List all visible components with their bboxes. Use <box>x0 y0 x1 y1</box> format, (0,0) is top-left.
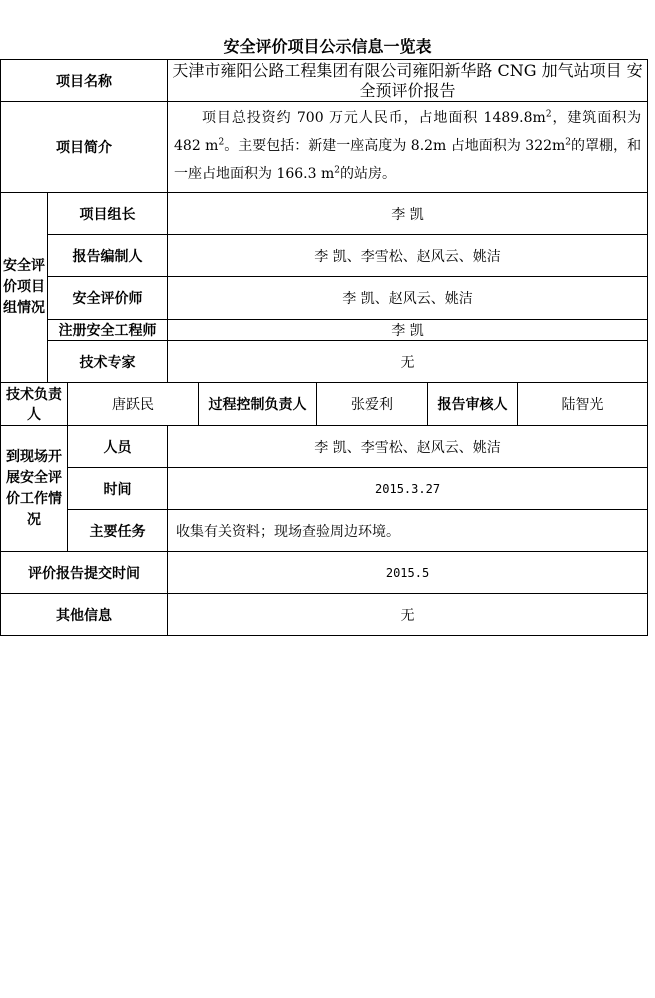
site-time-label: 时间 <box>68 468 168 510</box>
process-control-value: 张爱利 <box>317 383 428 426</box>
tech-lead-value: 唐跃民 <box>68 383 199 426</box>
project-name-label: 项目名称 <box>1 60 168 102</box>
team-label-4: 技术专家 <box>48 341 168 383</box>
row-site-personnel <box>1 426 648 468</box>
site-personnel-label: 人员 <box>68 426 168 468</box>
site-task-label: 主要任务 <box>68 510 168 552</box>
row-project-name <box>1 60 648 102</box>
site-personnel-value: 李 凯、李雪松、赵风云、姚洁 <box>168 426 648 468</box>
site-visit-group-label: 到现场开展安全评价工作情况 <box>1 426 68 552</box>
team-value-0: 李 凯 <box>168 193 648 235</box>
row-tech-expert <box>1 341 648 383</box>
other-info-value: 无 <box>168 594 648 636</box>
project-intro-label: 项目简介 <box>1 102 168 193</box>
site-time-value: 2015.3.27 <box>168 468 648 510</box>
row-report-author <box>1 235 648 277</box>
page-title: 安全评价项目公示信息一览表 <box>223 37 432 56</box>
team-label-2: 安全评价师 <box>48 277 168 320</box>
project-intro-value: 项目总投资约 700 万元人民币，占地面积 $1489.8m^2$，建筑面积为 482 $m^2$。主要包括：新建一座高度为 8.2m 占地面积为 $322m^2$的罩棚，和一座占地面积为 166.3 $m^2$的站房。 <box>168 102 648 193</box>
reviewer-label: 报告审核人 <box>428 383 518 426</box>
row-assessor <box>1 277 648 320</box>
row-site-task <box>1 510 648 552</box>
reviewer-value: 陆智光 <box>518 383 648 426</box>
team-value-4: 无 <box>168 341 648 383</box>
submit-time-value: 2015.5 <box>168 552 648 594</box>
process-control-label: 过程控制负责人 <box>199 383 317 426</box>
row-registered-engineer <box>1 320 648 341</box>
other-info-label: 其他信息 <box>1 594 168 636</box>
team-value-1: 李 凯、李雪松、赵风云、姚洁 <box>168 235 648 277</box>
row-project-intro <box>1 102 648 193</box>
project-name-value: 天津市雍阳公路工程集团有限公司雍阳新华路 CNG 加气站项目 安全预评价报告 <box>168 60 648 102</box>
team-group-label: 安全评价项目组情况 <box>1 193 48 383</box>
row-team-leader <box>1 193 648 235</box>
team-label-3: 注册安全工程师 <box>48 320 168 341</box>
team-label-0: 项目组长 <box>48 193 168 235</box>
row-responsibles <box>1 383 648 426</box>
site-task-value: 收集有关资料；现场查验周边环境。 <box>168 510 648 552</box>
team-value-3: 李 凯 <box>168 320 648 341</box>
row-site-time <box>1 468 648 510</box>
team-label-1: 报告编制人 <box>48 235 168 277</box>
tech-lead-label: 技术负责人 <box>1 383 68 426</box>
info-table <box>0 59 648 636</box>
row-other-info <box>1 594 648 636</box>
team-value-2: 李 凯、赵风云、姚洁 <box>168 277 648 320</box>
submit-time-label: 评价报告提交时间 <box>1 552 168 594</box>
row-submit-time <box>1 552 648 594</box>
